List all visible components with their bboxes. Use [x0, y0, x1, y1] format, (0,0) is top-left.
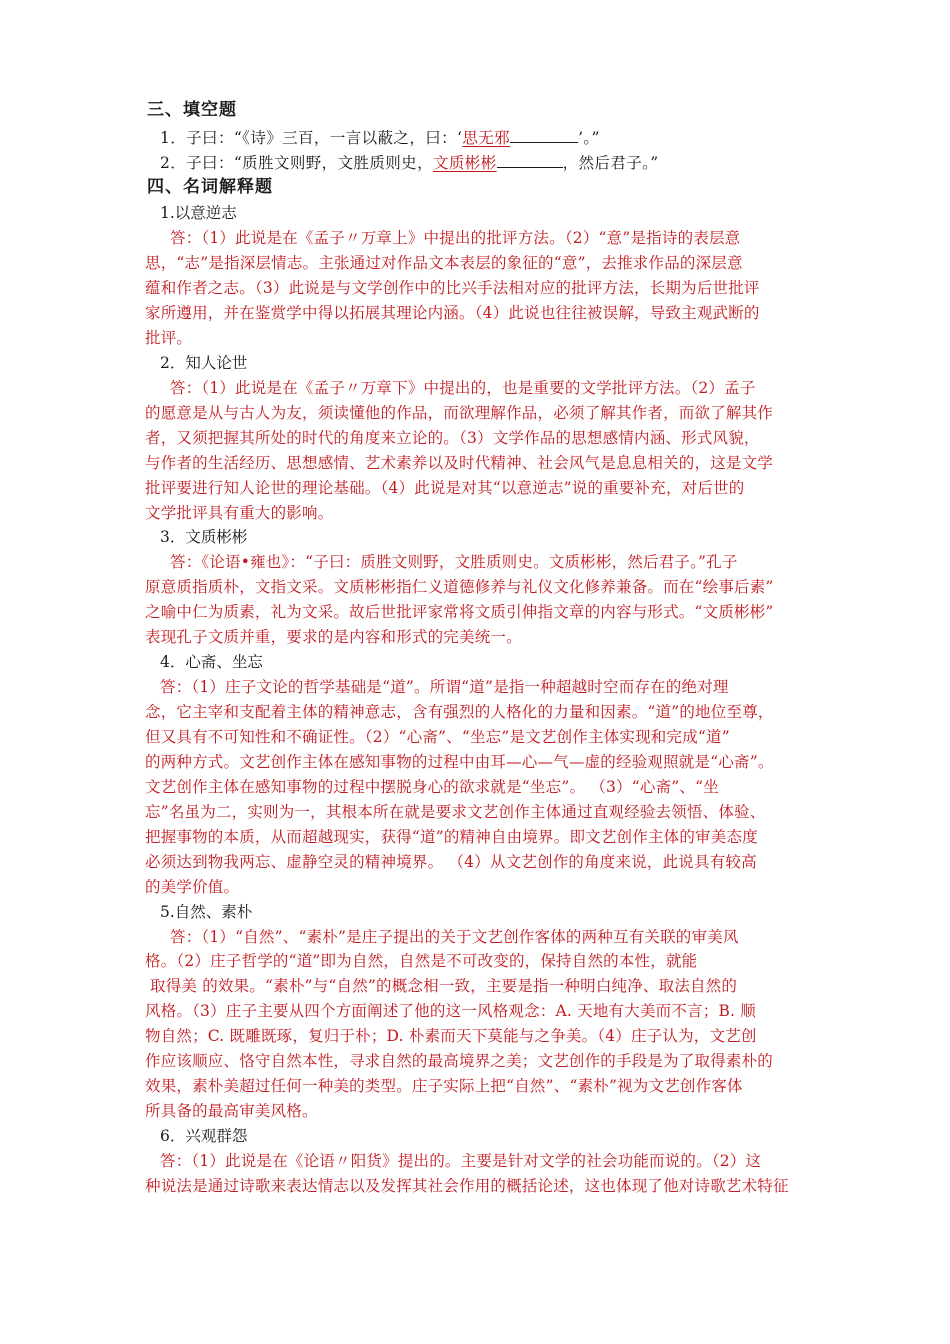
answer-line: 的两种方式。文艺创作主体在感知事物的过程中由耳—心—气—虚的经验观照就是“心斋”。: [145, 753, 774, 771]
answer-line: 答：（1）庄子文论的哲学基础是“道”。所谓“道”是指一种超越时空而存在的绝对理: [160, 678, 729, 696]
answer-blank: 文质彬彬: [433, 154, 497, 172]
term-title: 5.自然、素朴: [160, 903, 253, 921]
answer-line: 文艺创作主体在感知事物的过程中摆脱身心的欲求就是“坐忘”。 （3）“心斋”、“坐: [145, 778, 719, 796]
term-title: 4．心斋、坐忘: [160, 653, 263, 671]
answer-line: 原意质指质朴，文指文采。文质彬彬指仁义道德修养与礼仪文化修养兼备。而在“绘事后素”: [145, 578, 774, 596]
answer-line: 作应该顺应、恪守自然本性，寻求自然的最高境界之美；文艺创作的手段是为了取得素朴的: [145, 1052, 774, 1070]
question-text: ，然后君子。”: [562, 154, 659, 172]
answer-line: 答：（1）此说是在《论语〃阳货》提出的。主要是针对文学的社会功能而说的。（2）这: [160, 1152, 762, 1170]
answer-line: 忘”名虽为二，实则为一，其根本所在就是要求文艺创作主体通过直观经验去领悟、体验、: [145, 803, 766, 821]
answer-line: 思，“志”是指深层情志。主张通过对作品文本表层的象征的“意”，去推求作品的深层意: [145, 254, 743, 272]
term-title: 6．兴观群怨: [160, 1127, 248, 1145]
answer-blank: 思无邪: [462, 129, 511, 147]
answer-line: 表现孔子文质并重，要求的是内容和形式的完美统一。: [145, 628, 522, 646]
question-text: 1．子曰：“《诗》三百，一言以蔽之，曰：‘: [160, 129, 463, 147]
answer-line: 念，它主宰和支配着主体的精神意志，含有强烈的人格化的力量和因素。“道”的地位至尊，: [145, 703, 774, 721]
answer-line: 所具备的最高审美风格。: [145, 1102, 318, 1120]
fill-question-1: [160, 127, 600, 149]
answer-line: 答：（1）此说是在《孟子〃万章下》中提出的，也是重要的文学批评方法。（2）孟子: [170, 379, 756, 397]
blank-underline: [510, 127, 578, 143]
answer-line: 把握事物的本质，从而超越现实，获得“道”的精神自由境界。即文艺创作主体的审美态度: [145, 828, 758, 846]
answer-line: 效果，素朴美超过任何一种美的类型。庄子实际上把“自然”、“素朴”视为文艺创作客体: [145, 1077, 743, 1095]
blank-underline: [497, 152, 563, 168]
fill-question-2: [160, 152, 659, 174]
answer-line: 答：（1）此说是在《孟子〃万章上》中提出的批评方法。（2）“意”是指诗的表层意: [170, 229, 741, 247]
answer-line: 种说法是通过诗歌来表达情志以及发挥其社会作用的概括论述，这也体现了他对诗歌艺术特征: [145, 1177, 789, 1195]
answer-line: 蕴和作者之志。（3）此说是与文学创作中的比兴手法相对应的批评方法，长期为后世批评: [145, 279, 760, 297]
question-text: ’。”: [578, 129, 600, 147]
answer-line: 格。（2）庄子哲学的“道”即为自然，自然是不可改变的，保持自然的本性，就能: [145, 952, 698, 970]
term-title: 2．知人论世: [160, 354, 248, 372]
answer-line: 物自然；C. 既雕既琢，复归于朴；D. 朴素而天下莫能与之争美。（4）庄子认为，文艺创: [145, 1027, 757, 1045]
answer-line: 答：《论语•雍也》：“子曰：质胜文则野，文胜质则史。文质彬彬，然后君子。”孔子: [170, 553, 738, 571]
answer-line: 答：（1）“自然”、“素朴”是庄子提出的关于文艺创作客体的两种互有关联的审美风: [170, 928, 739, 946]
term-title: 3．文质彬彬: [160, 528, 248, 546]
answer-line: 风格。（3）庄子主要从四个方面阐述了他的这一风格观念：A. 天地有大美而不言；B. 顺: [145, 1002, 757, 1020]
section-heading-terms: 四、名词解释题: [147, 177, 273, 197]
answer-line: 批评。: [145, 329, 193, 347]
question-text: 2．子曰：“质胜文则野，文胜质则史，: [160, 154, 433, 172]
answer-line: 者，又须把握其所处的时代的角度来立论的。（3）文学作品的思想感情内涵、形式风貌，: [145, 429, 760, 447]
answer-line: 家所遵用，并在鉴赏学中得以拓展其理论内涵。（4）此说也往往被误解，导致主观武断的: [145, 304, 760, 322]
answer-line: 的愿意是从与古人为友，须读懂他的作品，而欲理解作品，必须了解其作者，而欲了解其作: [145, 404, 774, 422]
answer-line: 但又具有不可知性和不确证性。（2）“心斋”、“坐忘”是文艺创作主体实现和完成“道”: [145, 728, 730, 746]
answer-line: 取得美 的效果。“素朴”与“自然”的概念相一致，主要是指一种明白纯净、取法自然的: [150, 977, 738, 995]
answer-line: 批评要进行知人论世的理论基础。（4）此说是对其“以意逆志”说的重要补充，对后世的: [145, 479, 745, 497]
answer-line: 与作者的生活经历、思想感情、艺术素养以及时代精神、社会风气是息息相关的，这是文学: [145, 454, 774, 472]
answer-line: 的美学价值。: [145, 878, 240, 896]
answer-line: 之喻中仁为质素，礼为文采。故后世批评家常将文质引伸指文章的内容与形式。“文质彬彬”: [145, 603, 774, 621]
answer-line: 必须达到物我两忘、虚静空灵的精神境界。 （4）从文艺创作的角度来说，此说具有较高: [145, 853, 757, 871]
answer-line: 文学批评具有重大的影响。: [145, 504, 334, 522]
term-title: 1.以意逆志: [160, 204, 237, 222]
section-heading-fill-in: 三、填空题: [147, 100, 237, 120]
